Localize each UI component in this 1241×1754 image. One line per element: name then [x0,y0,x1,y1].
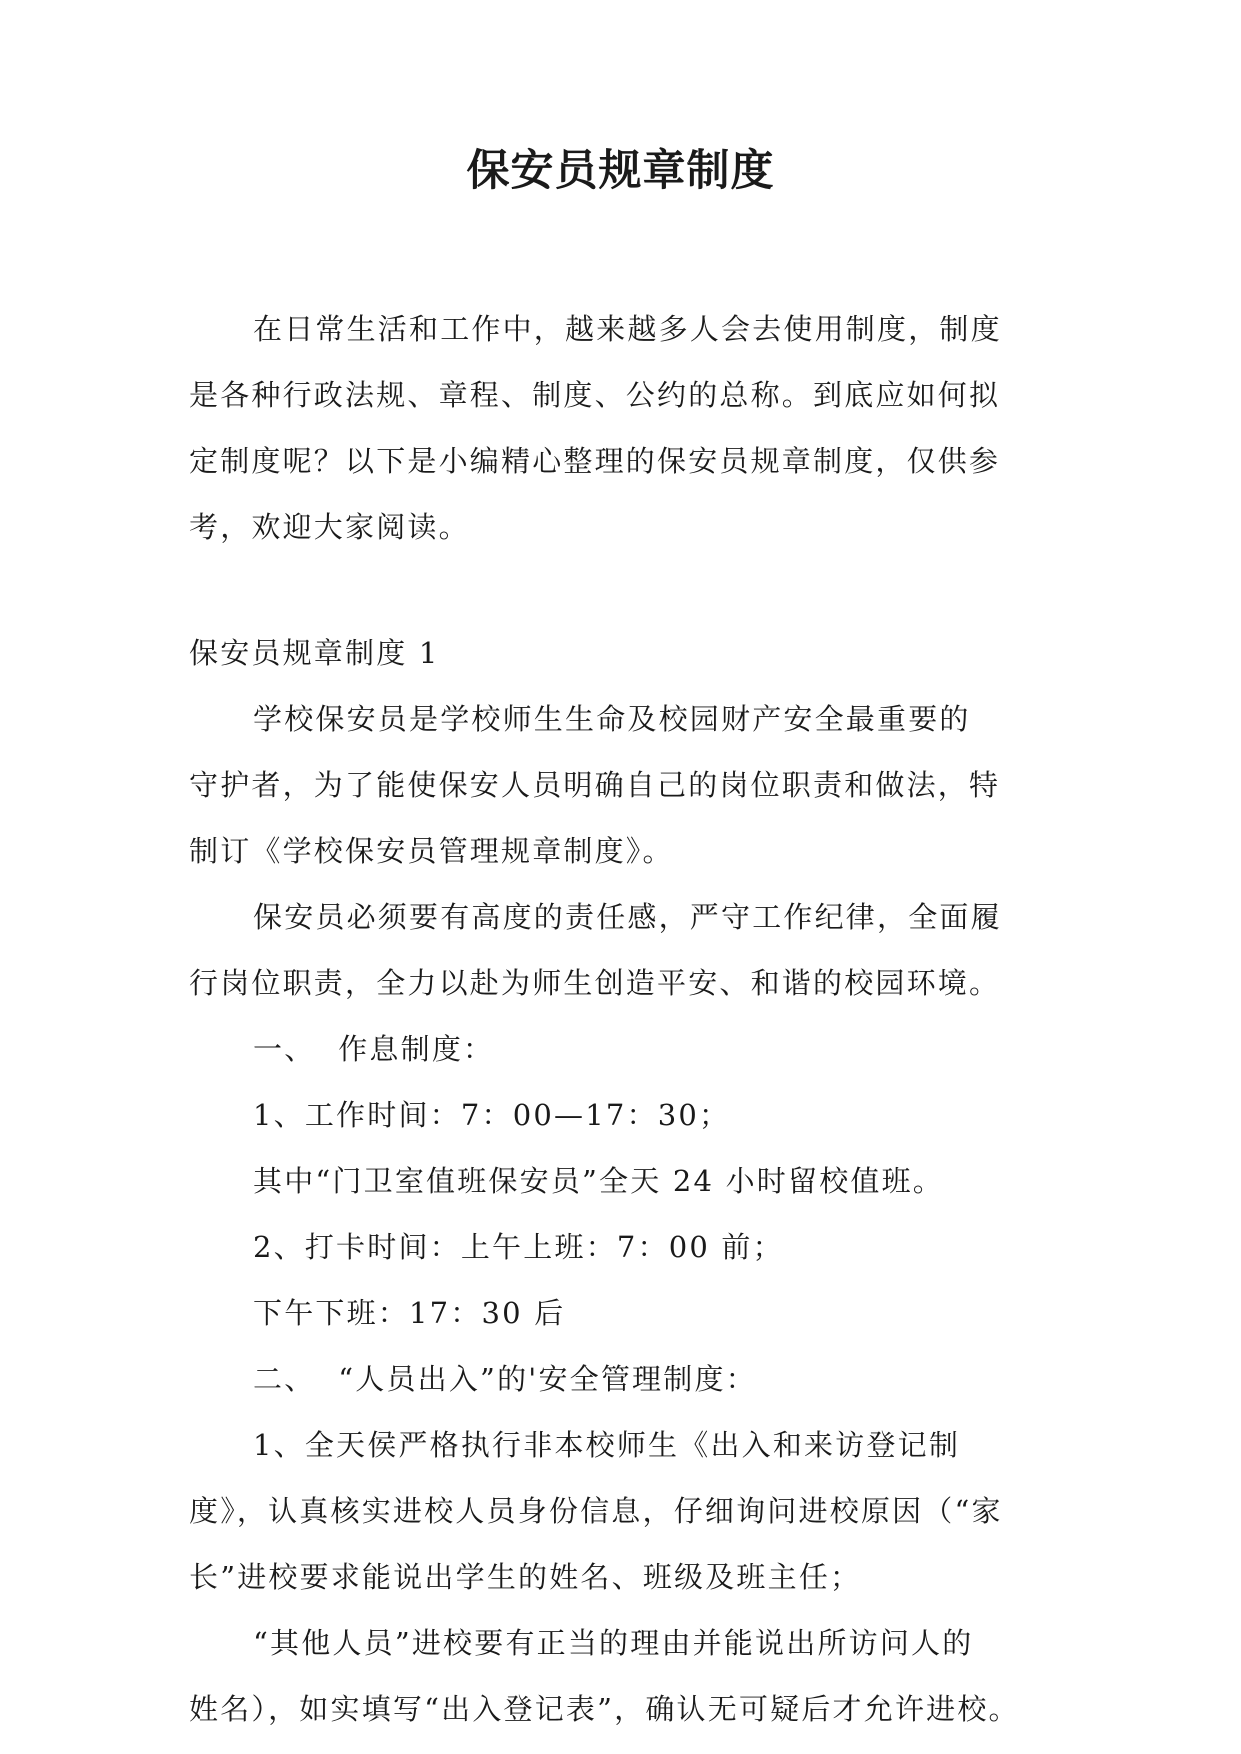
paragraph-line: 1、全天侯严格执行非本校师生《出入和来访登记制 [253,1428,961,1462]
paragraph-line: 学校保安员是学校师生生命及校园财产安全最重要的 [253,702,971,736]
paragraph-line: 长”进校要求能说出学生的姓名、班级及班主任； [189,1560,862,1594]
paragraph-2 [189,884,1059,1016]
document-body [189,296,1059,1742]
clause-clock-in: 2、打卡时间：上午上班：7：00 前； [253,1230,784,1264]
paragraph-access-2 [189,1610,1059,1742]
clause-clock-out: 下午下班：17：30 后 [253,1296,566,1330]
paragraph-line: “其他人员”进校要有正当的理由并能说出所访问人的 [253,1626,974,1660]
paragraph-line: 保安员必须要有高度的责任感，严守工作纪律，全面履 [253,900,1002,934]
clause-heading-schedule: 一、 作息制度： [253,1032,495,1066]
intro-paragraph [189,296,1059,560]
paragraph-line: 度》，认真核实进校人员身份信息，仔细询问进校原因（“家 [189,1494,1003,1528]
section-heading: 保安员规章制度 1 [189,636,440,670]
intro-line: 是各种行政法规、章程、制度、公约的总称。到底应如何拟 [189,378,1001,412]
clause-heading-access: 二、 “人员出入”的'安全管理制度： [253,1362,757,1396]
intro-line: 考，欢迎大家阅读。 [189,510,470,544]
clause-work-hours: 1、工作时间：7：00—17：30； [253,1098,731,1132]
intro-line: 定制度呢？以下是小编精心整理的保安员规章制度，仅供参 [189,444,1001,478]
paragraph-line: 姓名），如实填写“出入登记表”，确认无可疑后才允许进校。 [189,1692,1020,1726]
paragraph-line: 行岗位职责，全力以赴为师生创造平安、和谐的校园环境。 [189,966,1001,1000]
paragraph-line: 制订《学校保安员管理规章制度》。 [189,834,674,868]
paragraph-line: 守护者，为了能使保安人员明确自己的岗位职责和做法，特 [189,768,1001,802]
paragraph-1 [189,686,1059,884]
paragraph-access-1 [189,1412,1059,1610]
document-title: 保安员规章制度 [466,146,775,196]
clause-duty-24h: 其中“门卫室值班保安员”全天 24 小时留校值班。 [253,1164,944,1198]
paragraph-gap [189,560,1059,620]
intro-line: 在日常生活和工作中，越来越多人会去使用制度，制度 [253,312,1002,346]
